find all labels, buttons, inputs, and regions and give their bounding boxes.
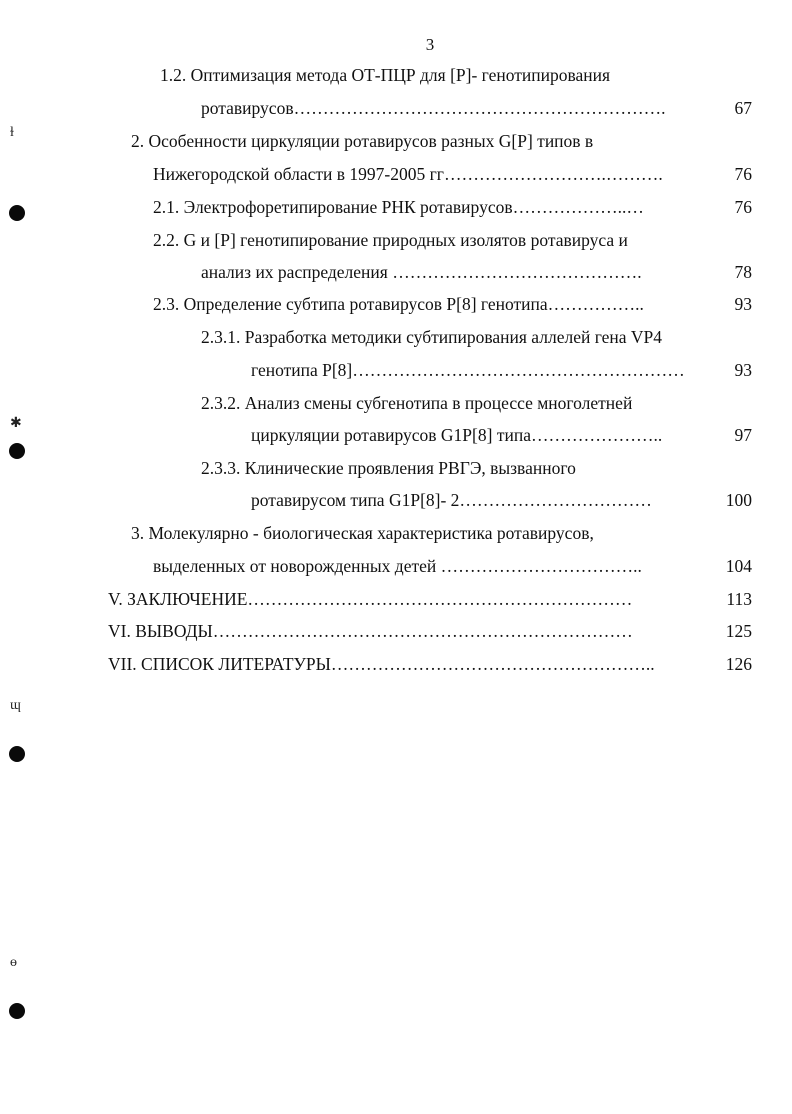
punch-hole — [9, 205, 25, 221]
toc-page: 67 — [734, 98, 752, 118]
toc-entry-2: 2. Особенности циркуляции ротавирусов разных G[P] типов в — [131, 131, 594, 151]
toc-page: 76 — [734, 164, 752, 184]
toc-page: 125 — [725, 621, 752, 641]
toc-entry-1-2: 1.2. Оптимизация метода ОТ-ПЦР для [P]- генотипирования — [160, 65, 611, 85]
margin-mark: ɵ — [10, 955, 17, 970]
toc-entry-vii: VII. СПИСОК ЛИТЕРАТУРЫ……………………………………………….. — [108, 654, 655, 674]
toc-page: 100 — [725, 490, 752, 510]
punch-hole — [9, 443, 25, 459]
punch-hole — [9, 746, 25, 762]
toc-page: 93 — [734, 294, 752, 314]
toc-page: 78 — [734, 262, 752, 282]
toc-entry-3: 3. Молекулярно - биологическая характеристика ротавирусов, — [131, 523, 594, 543]
toc-entry-2-3: 2.3. Определение субтипа ротавирусов P[8] генотипа…………….. — [153, 294, 644, 314]
margin-mark: ɰ — [10, 698, 21, 713]
toc-entry-vi: VI. ВЫВОДЫ……………………………………………………………… — [108, 621, 633, 641]
toc-page: 97 — [734, 425, 752, 445]
toc-entry-2-2: 2.2. G и [P] генотипирование природных изолятов ротавируса и — [153, 230, 628, 250]
margin-mark: ✱ — [10, 416, 22, 431]
toc-entry-2-1: 2.1. Электрофоретипирование РНК ротавирусов………………..… — [153, 197, 644, 217]
toc-page: 104 — [725, 556, 752, 576]
toc-entry-2-3-3-cont: ротавирусом типа G1P[8]- 2…………………………… — [251, 490, 652, 510]
toc-page: 126 — [725, 654, 752, 674]
toc-page: 93 — [734, 360, 752, 380]
toc-page: 113 — [726, 589, 752, 609]
punch-hole — [9, 1003, 25, 1019]
toc-entry-2-3-1-cont: генотипа P[8]………………………………………………… — [251, 360, 685, 380]
toc-entry-2-3-1: 2.3.1. Разработка методики субтипирования аллелей гена VP4 — [201, 327, 663, 347]
toc-entry-2-3-2: 2.3.2. Анализ смены субгенотипа в процессе многолетней — [201, 393, 633, 413]
toc-page: 76 — [734, 197, 752, 217]
margin-mark: ɫ — [10, 125, 14, 140]
toc-entry-2-3-2-cont: циркуляции ротавирусов G1P[8] типа………………….. — [251, 425, 663, 445]
page-number: 3 — [425, 35, 435, 54]
toc-entry-2-3-3: 2.3.3. Клинические проявления РВГЭ, вызванного — [201, 458, 576, 478]
toc-entry-2-cont: Нижегородской области в 1997-2005 гг……………………….………. — [153, 164, 663, 184]
toc-entry-v: V. ЗАКЛЮЧЕНИЕ………………………………………………………… — [108, 589, 633, 609]
toc-entry-3-cont: выделенных от новорожденных детей …………………………….. — [153, 556, 642, 576]
toc-entry-1-2-cont: ротавирусов………………………………………………………. — [201, 98, 666, 118]
toc-entry-2-2-cont: анализ их распределения ……………………………………. — [201, 262, 642, 282]
